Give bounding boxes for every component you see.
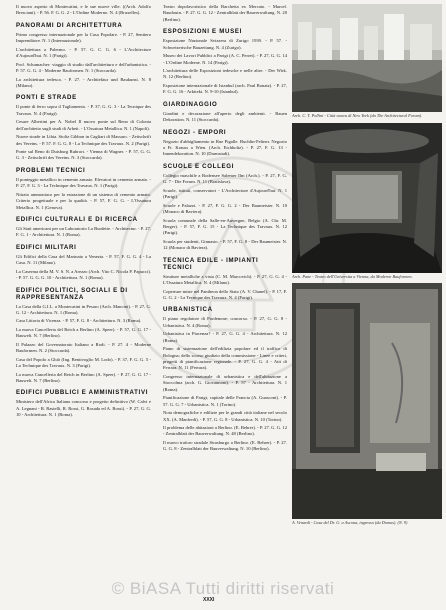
list-item: Scuole e Palazzi. - P. 27, F. G. G. 2 - Der Baumeister. N. 10 (Monaco di Baviera).: [163, 202, 287, 214]
list-item: Piano di sistemazione dell'edilizia popolare ed il traffico di Bologna; dello scorso giudizio della commissione - Linee e criteri, progetti di pianificazione regionale. - P. 27, G. G. 4 - Atti di Ferrara. N. 11 (Ferrara).: [163, 346, 287, 371]
list-item: Esposizione Nazionale Svizzera di Zurigo 1939. - P. 57. - Schweizerische Bauzeitung. N. 4 (Zurigo).: [163, 38, 287, 50]
list-item: Casa del Popolo a Ghiò (Ing. Bentivoglio M. Lodo). - P. 37, F. G. G. 5 - La Technique des Travaux. N. 3 (Parigi).: [16, 356, 151, 369]
list-item: Gli Stati americani per un Laboratorio La Burdette. - Architectur. - P. 27, F. G. 1 - Architettura. N. 1 (Roma).: [16, 226, 151, 238]
column-middle: [163, 4, 287, 600]
photo-caption: Arch. C. T. Pollini - Città nuova di New York (da The Architectural Forum).: [292, 113, 423, 118]
column-left: [16, 4, 151, 600]
list-item: Strutture metalliche a vista (C. M. Marcovich). - P. 27, G. G. 4 - L'Ossatura Metallica. N. 4 (Milano).: [163, 273, 287, 286]
photo-theatre-interior: [292, 123, 442, 273]
section-heading-militari: EDIFICI MILITARI: [16, 243, 77, 251]
list-item: La architettura tedesca. - P. 27. - Architektur und Baukunst. N. 8 (Milano).: [16, 76, 151, 88]
section-heading-scuole: SCUOLE E COLLEGI: [163, 162, 235, 170]
list-item: La nuova Cancelleria del Reich in Berlino (A. Speer). - P. 27, G. G. 17 - Bauwelt. N. 7 (Berlino).: [16, 371, 151, 384]
list-item: Pianificazione di Parigi, capitale delle Francia (A. Guasconi). - P. 57. G. G. 7 - Urbanistica. N. 1 (Torino).: [163, 395, 287, 407]
list-item: Nota demografiche e edilizie per le grandi città italiane nel secolo XX. (A. Manfredi). - P. 57, G. G. 8 - Urbanistica. N. 10 (Torino).: [163, 410, 287, 422]
list-item: Il nuovo traforo stradale Strasburgo a Berlino. (E. Behrer). - P. 27. G. G. 8 - Zentralblatt der Bauverwaltung. N. 10 (Berlino).: [163, 439, 287, 452]
list-item: Coperture miste nel Pantheon dello Stato (A. V. Chanel). - P. 17, F. G. G. 2 - La Tecnique des Travaux. N. 4 (Parigi).: [163, 288, 287, 300]
list-item: Il nuovo aspetto di Montecatini, e le sue nuove ville. ((Arch. Adolfo Bresciani). - P. 56. F. G. G. 2 - L'Ordine Moderno. N. 4 (Bruxelles).: [16, 4, 151, 16]
list-item: Prof. Schumacher: viaggio di studio dall'architettura e dell'urbanistica. - P. 57. G. G. 4 - Moderne Bauformen. N. 1 (Stoccarda).: [16, 61, 151, 74]
list-item: L'architettura a Palermo. - P. 57. G. C. G. 6 - L'Architecture d'Aujourd'hui. N. 1 (Parigi).: [16, 46, 151, 59]
list-item: Scuola per studenti, Ginnasio. - P. 57, F. G. 8 - Der Baumeister. N. 12 (Monaco di Baviera).: [163, 238, 287, 251]
section-heading-urbanistica: URBANISTICA: [163, 306, 213, 314]
section-heading-problemi: PROBLEMI TECNICI: [16, 166, 86, 174]
list-item: Collegio maschile a Bodensee Salemer Ilm (Arch.). - P. 27, F. G. G. 7 - Die Forum. N. 11 (Bratislava).: [163, 172, 287, 185]
section-heading-pubblici: EDIFICI PUBBLICI E AMMINISTRATIVI: [16, 389, 149, 397]
section-heading-giardinaggio: GIARDINAGGIO: [163, 100, 218, 108]
section-heading-panorami: PANORAMI DI ARCHITETTURA: [16, 21, 123, 29]
list-item: Il piano regolatore di Pordenone; concorso. - P. 27, G. G. 8 - Urbanistica. N. 4 (Roma).: [163, 316, 287, 328]
list-item: Ponte sul Reno di Duisburg Ruhrort. - Vienna di Wagner. - P. 57, G. G. G. 3 - Zeitschrift des Vereins. N. 3 (Stoccarda).: [16, 149, 151, 161]
list-item: Esposizione internazionale di Istanbul (arch. Paul Bonatz). - P. 27, F. G. G. 16 - Arkitekt. N. 9-10 (Istanbul).: [163, 82, 287, 95]
list-item: Il Palazzo del Governatorato Italiano a Rodi. - P. 27. 4 - Moderne Bauformen. N. 2 (Stoccarda).: [16, 341, 151, 354]
list-item: Urbanistica in Piacenza? - P. 27, G. G. 4 - Architettura. N. 12 (Roma).: [163, 331, 287, 343]
section-heading-esposizioni: ESPOSIZIONI E MUSEI: [163, 28, 242, 36]
list-item: Scuole, istituti, conservatori - L'Architecture d'Aujourd'hui. N. 1 (Parigi).: [163, 187, 287, 200]
section-heading-culturali: EDIFICI CULTURALI E DI RICERCA: [16, 216, 138, 223]
section-heading-politici: EDIFICI POLITICI, SOCIALI E DI RAPPRESENTANZA: [16, 286, 128, 301]
section-heading-negozi: NEGOZI - EMPORI: [163, 128, 227, 136]
list-item: Casa Littoria di Vicenza. - P. 57, F. G. 8 - Architettura. N. 3 (Roma).: [16, 318, 142, 324]
list-item: Il ponte di ferro sopra il Tagliamento. - P. 37, G. G. 3 - La Tecnique des Travaux. N. 4 (Parigi).: [16, 104, 151, 116]
list-item: La Casa della G.I.L. a Montecatini in Pesaro (Arch. Mancini). - P. 27, G. G. 12 - Architettura. N. 1 (Roma).: [16, 303, 151, 315]
list-item: Teatro dopolavoristico della Barchetta ex Mercato. - Marcel. Baudouin. - P. 27. G. G. 12 - Zentralblatt der Bauverwaltung. N. 20 (Berlino).: [163, 4, 287, 22]
list-item: Giardini e decorazione all'aperto degli ambienti. - Bauen Dekoration. N. 11 (Stoccarda).: [163, 110, 287, 123]
list-item: La nuova Cancelleria del Reich a Berlino (A. Speer). - P. 57, G. G. 17 - Bauwelt. N. 7 (Berlino).: [16, 326, 151, 339]
list-item: Museo dei Lavori Pubblici a Parigi (A. C. Perret). - P. 27, G. G. 14 - L'Ordine Moderne. N. 14 (Parigi).: [163, 53, 287, 65]
photo-house-entrance: [292, 283, 442, 519]
list-item: Il ponteggio metallico in cemento armato. Elevatori in cemento armato. - P. 27, F. G. 3 - La Technique des Travaux. N. 1 (Parigi).: [16, 176, 151, 189]
list-item: Nuove strade in Libia. Stoltz Gibbon in Cagliari di Massaro. - Zeitschrift des Vereins. - P. 57. F. G. G. 8 - La Technique des Travaux. N. 2 (Parigi).: [16, 134, 151, 146]
list-item: Scuola comunale della Salle-en-Auvergne, Belgio (A. Chr. M. Berger). - P. 57, F. G. 15 - La Technique des Travaux. N. 12 (Parigi).: [163, 217, 287, 236]
column-right-photos: [292, 4, 442, 604]
list-item: Ministero dell'Africa Italiana concorso e progetto definitivo (W. Calvi e A. Legnani - R. Rastelli, R. Rossi, G. Rosada ed A. Rossi). - P. 27, G. G. 10 - Architettura. N. 1 (Roma).: [16, 399, 151, 418]
list-item: Nitrato ammoniaco per la estrazione di un sistema di cemento armato. Criterio progettuale e per la qualità. - P. 57, F. G. G. - L'Ossatura Metallica. N. 1 (Genova).: [16, 191, 151, 210]
list-item: Gli Edifici della Casa del Marinaio a Venezia. - P. 57, F. G. G. 4 - La Casa. N. 11 (Milano).: [16, 253, 151, 266]
photo-caption: Arch. Pane - Teatro dell'Universita a Vienna, da Moderne Bauformen.: [292, 273, 413, 279]
list-item: Congresso internazionale di urbanistica e dell'abitazione a Stoccolma (arch. G. Giovannoni). - P. 57 - Architettura. N. 1 (Roma).: [163, 373, 287, 392]
list-item: Primo congresso internazionale per la Casa Popolare. - P. 27, Sentiero Imprenditore. N. 1 (Internazionale).: [16, 31, 151, 44]
list-item: Il problema delle abitazioni a Berlino. (E. Behrer). - P. 27. G. G. 12 - Zentralblatt der Bauverwaltung. N. 48 (Berlino).: [163, 425, 287, 437]
photo-caption: A. Venardi - Casa del Dr. G. a Ascona, ingresso (da Domus). (N. 9): [292, 520, 408, 526]
list-item: L'architettura delle Esposizioni tedesche e nelle altre. - Der Wirk. N. 12 (Berlino).: [163, 68, 287, 80]
section-heading-tecnica: TECNICA EDILE - IMPIANTI TECNICI: [163, 256, 259, 271]
page-number: XXXI: [203, 597, 215, 603]
list-item: Negozio d'abbigliamento in Rue Pigalle. Buchlin-Feliner. Negozio a Fr. Krauss a Wien. (Arch. Eichholtz). - P. 27, F. G. 13 - Innendekoration. N. 10 (Darmstadt).: [163, 138, 287, 157]
list-item: La Caserma della M. V. S. N. a Arezzo (Arch. Vito C. Nicola P. Papucci). - P. 57. G. G. G. 10 - Architettura. N. 1 (Roma).: [16, 268, 151, 281]
section-heading-ponti: PONTI E STRADE: [16, 94, 77, 102]
list-item: Cesare Albertini per A. Nobel Il nuovo ponte sul Reno di Colonia dell'architetto sugli studi di Arbeit. - L'Ossatura Metallica. N. 1 (Napoli).: [16, 119, 151, 131]
copyright-watermark: © BiASA Tutti diritti riservati: [111, 579, 335, 598]
photo-city-skyline: [292, 4, 442, 112]
